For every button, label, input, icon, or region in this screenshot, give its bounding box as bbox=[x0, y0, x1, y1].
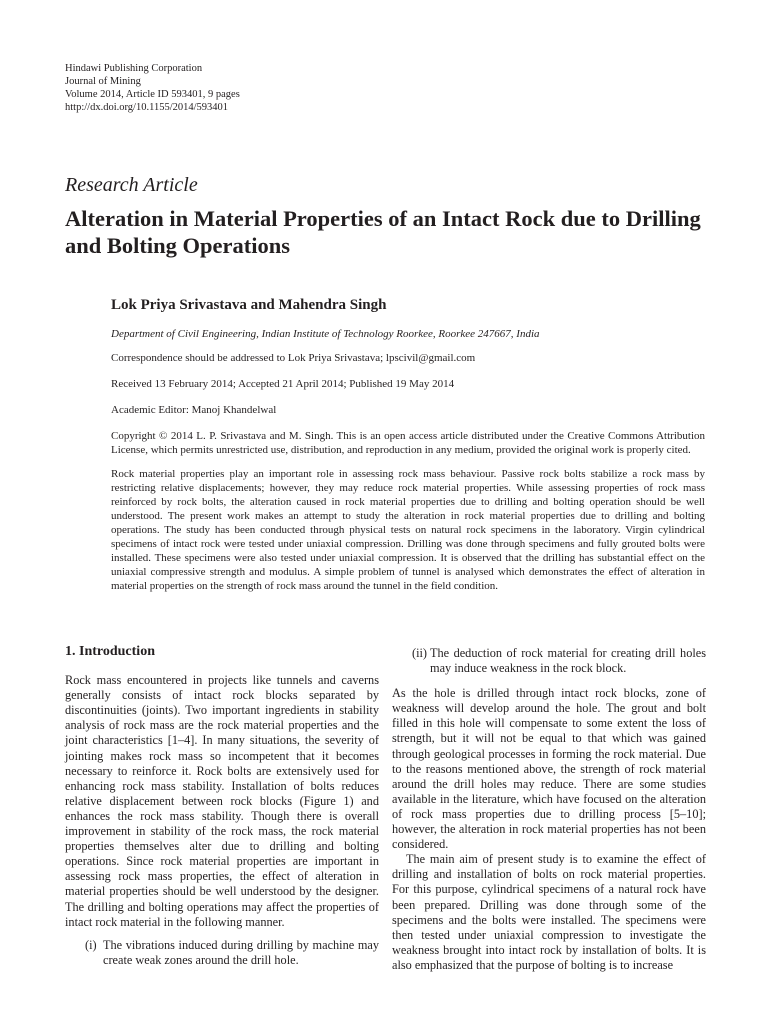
list-item-text: The vibrations induced during drilling by machine may create weak zones around the drill hole. bbox=[103, 937, 379, 967]
intro-text-end: ) and enhances the rock mass stability. Though there is overall improvement in stability of the rock mass, the rock material properties themselves alter due to drilling and bolting operations. Since rock material properties are important in assessing rock mass properties, the effect of alteration in material properties should be well understood by the designer. The drilling and bolting operations may affect the properties of intact rock material in the following manner. bbox=[65, 793, 379, 929]
academic-editor: Academic Editor: Manoj Khandelwal bbox=[111, 404, 277, 416]
article-type: Research Article bbox=[65, 174, 198, 196]
list-item-text: The deduction of rock material for creating drill holes may induce weakness in the rock block. bbox=[430, 646, 706, 676]
intro-text-start: Rock mass encountered in projects like tunnels and caverns generally consists of intact rock blocks separated by discontinuities (joints). Two important ingredients in stability analysis of rock mass are the rock material properties and the joint characteristics [1–4]. In many situations, the severity of jointing makes rock mass so incompetent that it becomes necessary to reinforce it. Rock bolts are extensively used for enhancing rock mass stability. Installation of bolts reduces relative displacement between rock blocks ( bbox=[65, 673, 379, 808]
publisher-name: Hindawi Publishing Corporation bbox=[65, 63, 203, 74]
intro-paragraph bbox=[65, 673, 379, 930]
doi-link[interactable]: http://dx.doi.org/10.1155/2014/593401 bbox=[65, 102, 229, 113]
article-title: Alteration in Material Properties of an Intact Rock due to Drilling and Bolting Operations bbox=[65, 206, 701, 258]
figure-reference-link[interactable]: Figure 1 bbox=[303, 793, 350, 808]
journal-name: Journal of Mining bbox=[65, 76, 141, 87]
affiliation: Department of Civil Engineering, Indian Institute of Technology Roorkee, Roorkee 247667, India bbox=[111, 328, 540, 340]
body-column-left bbox=[65, 640, 379, 968]
author-list: Lok Priya Srivastava and Mahendra Singh bbox=[111, 297, 387, 313]
volume-line: Volume 2014, Article ID 593401, 9 pages bbox=[65, 89, 240, 100]
body-paragraph: As the hole is drilled through intact rock blocks, zone of weakness will develop around the hole. The grout and bolt filled in this hole will compensate to some extent the loss of strength, but it will not be equal to that which was gained through geological processes in forming the rock material. Due to the reasons mentioned above, the strength of rock material around the drill holes may reduce. There are some studies available in the literature, which have focused on the alteration of rock mass properties due to drilling process [5–10]; however, the alteration in rock material properties has not been considered. bbox=[392, 686, 706, 852]
list-marker: (i) bbox=[85, 937, 97, 952]
correspondence: Correspondence should be addressed to Lok Priya Srivastava; lpscivil@gmail.com bbox=[111, 352, 476, 364]
abstract: Rock material properties play an important role in assessing rock mass behaviour. Passive rock bolts stabilize a rock mass by restricting relative displacements; however, they may reduce rock material properties. While assessing properties of rock mass reinforced by rock bolts, the alteration caused in rock material properties due to drilling and bolting operation should be well understood. The present work makes an attempt to study the alteration in rock material properties due to drilling and bolting operations. The study has been conducted through physical tests on natural rock specimens in the laboratory. Virgin cylindrical specimens of intact rock were tested under uniaxial compression. Drilling was done through specimens and fully grouted bolts were installed. These specimens were also tested under uniaxial compression. It is observed that the drilling has substantial effect on the uniaxial compressive strength and modulus. A simple problem of tunnel is analysed which demonstrates the effect of alteration in material properties on the strength of rock mass around the tunnel in the field condition. bbox=[111, 468, 705, 592]
body-paragraph: The main aim of present study is to examine the effect of drilling and installation of bolts on rock material properties. For this purpose, cylindrical specimens of a natural rock have been prepared. Drilling was done through some of the specimens and the bolts were installed. The specimens were then tested under uniaxial compression to investigate the weakness brought into intact rock by installation of bolts. It is also emphasized that the purpose of bolting is to increase bbox=[392, 852, 706, 972]
list-item bbox=[392, 646, 706, 676]
copyright-notice: Copyright © 2014 L. P. Srivastava and M. Singh. This is an open access article distributed under the Creative Commons Attribution License, which permits unrestricted use, distribution, and reproduction in any medium, provided the original work is properly cited. bbox=[111, 430, 705, 456]
list-item bbox=[65, 938, 379, 968]
journal-metadata bbox=[65, 62, 240, 114]
body-column-right bbox=[392, 646, 706, 973]
publication-dates: Received 13 February 2014; Accepted 21 April 2014; Published 19 May 2014 bbox=[111, 378, 455, 390]
list-marker: (ii) bbox=[412, 646, 428, 660]
section-heading: 1. Introduction bbox=[65, 644, 155, 659]
